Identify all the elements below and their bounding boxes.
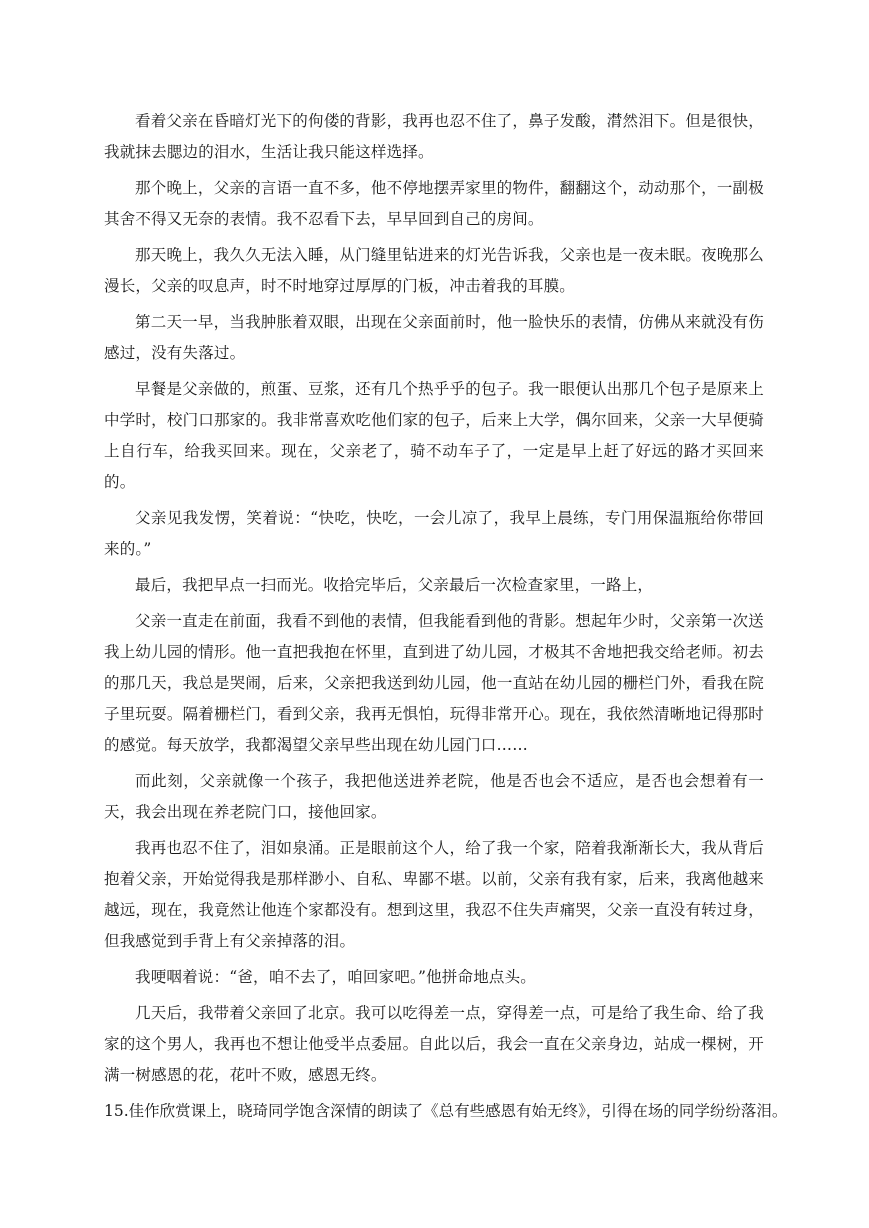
paragraph: 我哽咽着说：“爸，咱不去了，咱回家吧。”他拼命地点头。 (135, 968, 536, 986)
question-15: 15.佳作欣赏课上，晓琦同学饱含深情的朗读了《总有些感恩有始无终》，引得在场的同学纷纷落泪。 (104, 1102, 788, 1120)
paragraph: 看着父亲在昏暗灯光下的佝偻的背影，我再也忍不住了，鼻子发酸，潸然泪下。但是很快，我就抹去腮边的泪水，生活让我只能这样选择。 (104, 112, 764, 161)
paragraph: 几天后，我带着父亲回了北京。我可以吃得差一点，穿得差一点，可是给了我生命、给了我家的这个男人，我再也不想让他受半点委屈。自此以后，我会一直在父亲身边，站成一棵树，开满一树感恩的花，花叶不败，感恩无终。 (104, 1004, 764, 1084)
paragraph: 那个晚上，父亲的言语一直不多，他不停地摆弄家里的物件，翻翻这个，动动那个，一副极其舍不得又无奈的表情。我不忍看下去，早早回到自己的房间。 (104, 179, 764, 228)
paragraph: 最后，我把早点一扫而光。收拾完毕后，父亲最后一次检查家里，一路上， (135, 576, 654, 594)
paragraph: 我再也忍不住了，泪如泉涌。正是眼前这个人，给了我一个家，陪着我渐渐长大，我从背后抱着父亲，开始觉得我是那样渺小、自私、卑鄙不堪。以前，父亲有我有家，后来，我离他越来越远，现在，我竟然让他连个家都没有。想到这里，我忍不住失声痛哭，父亲一直没有转过身，但我感觉到手背上有父亲掉落的泪。 (104, 839, 764, 950)
paragraph: 父亲见我发愣，笑着说：“快吃，快吃，一会儿凉了，我早上晨练，专门用保温瓶给你带回来的。” (104, 509, 764, 558)
document-body (104, 106, 788, 1127)
paragraph: 第二天一早，当我肿胀着双眼，出现在父亲面前时，他一脸快乐的表情，仿佛从来就没有伤感过，没有失落过。 (104, 313, 764, 362)
paragraph: 那天晚上，我久久无法入睡，从门缝里钻进来的灯光告诉我，父亲也是一夜未眠。夜晚那么漫长，父亲的叹息声，时不时地穿过厚厚的门板，冲击着我的耳膜。 (104, 246, 764, 295)
paragraph: 父亲一直走在前面，我看不到他的表情，但我能看到他的背影。想起年少时，父亲第一次送我上幼儿园的情形。他一直把我抱在怀里，直到进了幼儿园，才极其不舍地把我交给老师。初去的那几天，我总是哭闹，后来，父亲把我送到幼儿园，他一直站在幼儿园的栅栏门外，看我在院子里玩耍。隔着栅栏门，看到父亲，我再无惧怕，玩得非常开心。现在，我依然清晰地记得那时的感觉。每天放学，我都渴望父亲早些出现在幼儿园门口…… (104, 612, 764, 754)
paragraph: 早餐是父亲做的，煎蛋、豆浆，还有几个热乎乎的包子。我一眼便认出那几个包子是原来上中学时，校门口那家的。我非常喜欢吃他们家的包子，后来上大学，偶尔回来，父亲一大早便骑上自行车，给我买回来。现在，父亲老了，骑不动车子了，一定是早上赶了好远的路才买回来的。 (104, 380, 764, 491)
paragraph: 而此刻，父亲就像一个孩子，我把他送进养老院，他是否也会不适应，是否也会想着有一天，我会出现在养老院门口，接他回家。 (104, 772, 764, 821)
